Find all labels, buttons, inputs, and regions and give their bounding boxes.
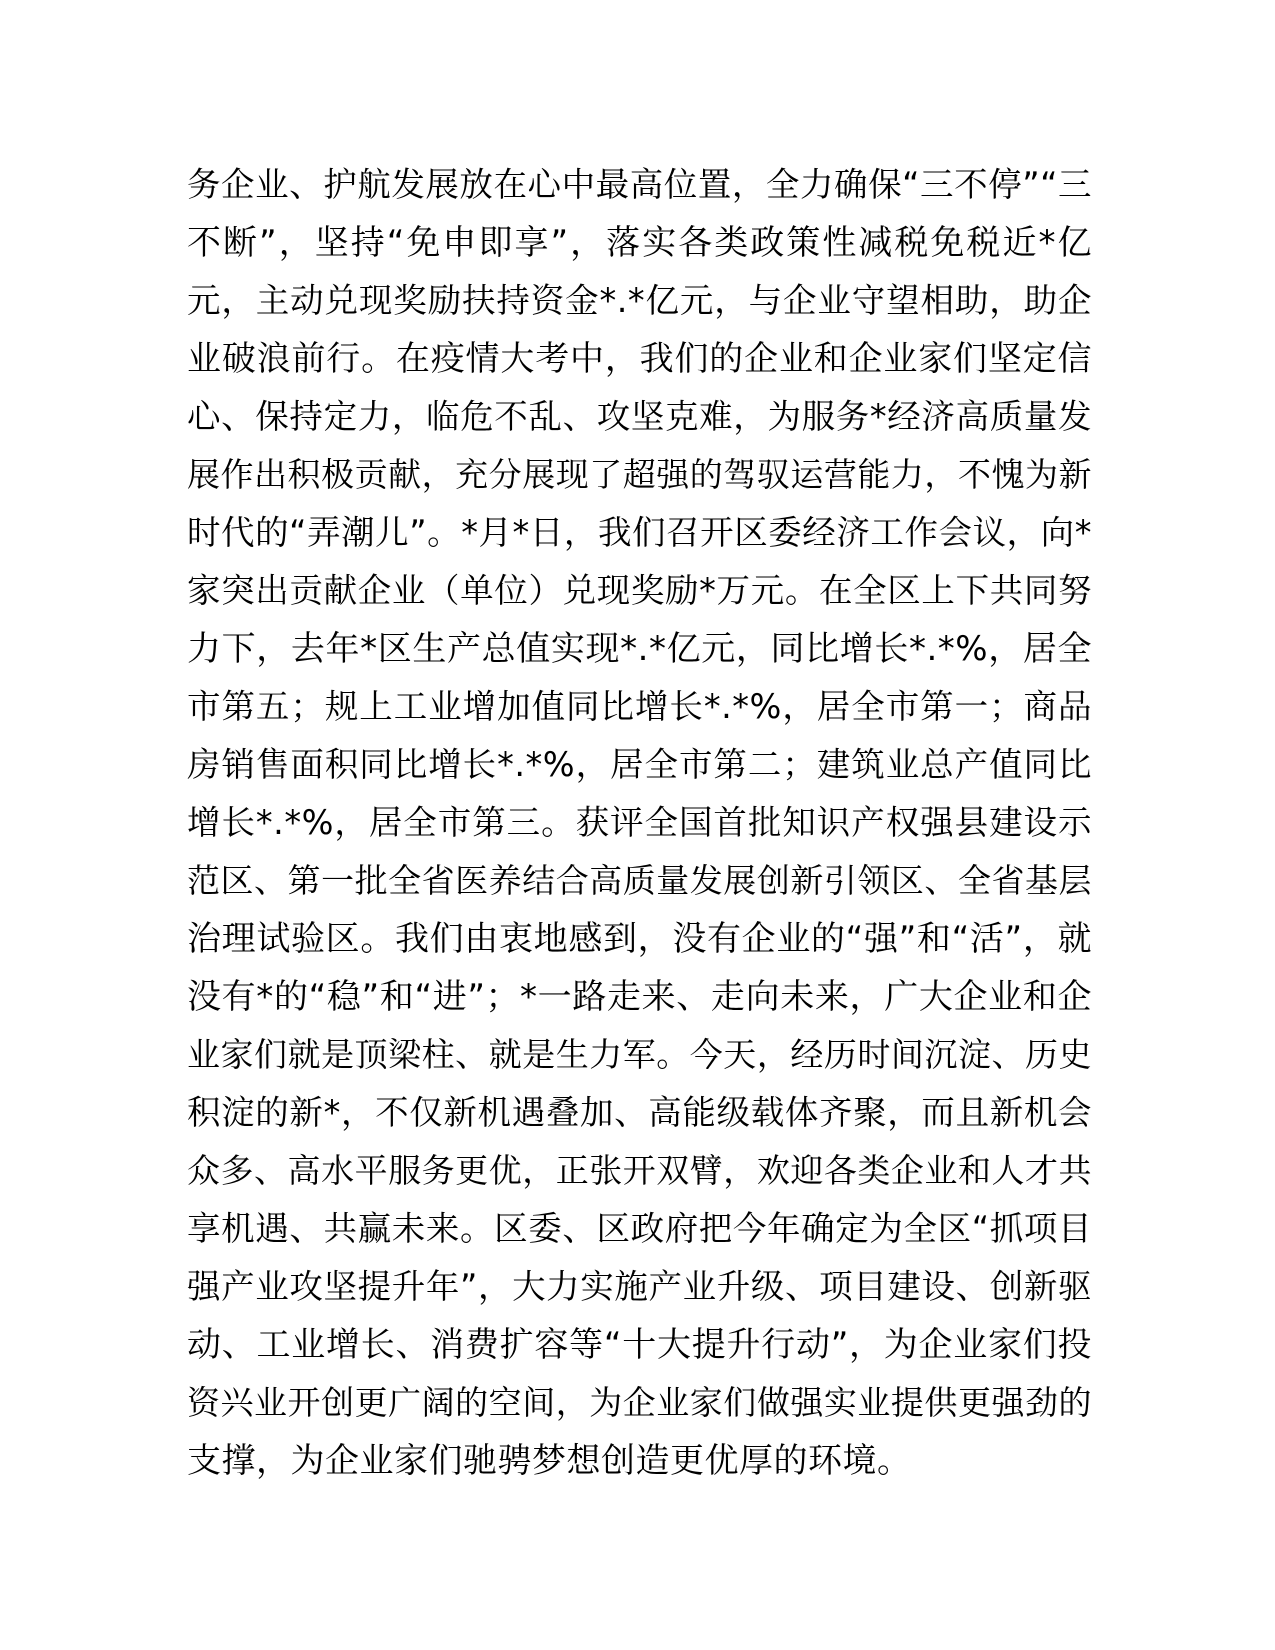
- text-line: 不断”，坚持“免申即享”，落实各类政策性减税免税近*亿: [187, 223, 1092, 263]
- body-paragraph: [187, 156, 1092, 1490]
- text-line: 业破浪前行。在疫情大考中，我们的企业和企业家们坚定信: [187, 339, 1092, 379]
- text-line: 众多、高水平服务更优，正张开双臂，欢迎各类企业和人才共: [187, 1151, 1092, 1190]
- text-line: 家突出贡献企业（单位）兑现奖励*万元。在全区上下共同努: [187, 571, 1092, 610]
- text-line: 展作出积极贡献，充分展现了超强的驾驭运营能力，不愧为新: [187, 455, 1092, 494]
- text-line: 元，主动兑现奖励扶持资金*.*亿元，与企业守望相助，助企: [187, 281, 1092, 320]
- text-line: 业家们就是顶梁柱、就是生力军。今天，经历时间沉淀、历史: [187, 1035, 1092, 1074]
- text-line: 动、工业增长、消费扩容等“十大提升行动”，为企业家们投: [187, 1325, 1092, 1365]
- text-line: 支撑，为企业家们驰骋梦想创造更优厚的环境。: [187, 1441, 912, 1481]
- text-line: 没有*的“稳”和“进”；*一路走来、走向未来，广大企业和企: [187, 977, 1092, 1017]
- text-line: 积淀的新*，不仅新机遇叠加、高能级载体齐聚，而且新机会: [187, 1093, 1092, 1132]
- text-line: 增长*.*%，居全市第三。获评全国首批知识产权强县建设示: [187, 803, 1092, 842]
- text-line: 享机遇、共赢未来。区委、区政府把今年确定为全区“抓项目: [187, 1209, 1092, 1248]
- text-line: 资兴业开创更广阔的空间，为企业家们做强实业提供更强劲的: [187, 1383, 1092, 1422]
- text-line: 治理试验区。我们由衷地感到，没有企业的“强”和“活”，就: [187, 919, 1092, 959]
- text-line: 房销售面积同比增长*.*%，居全市第二；建筑业总产值同比: [187, 745, 1092, 784]
- text-line: 心、保持定力，临危不乱、攻坚克难，为服务*经济高质量发: [187, 397, 1092, 436]
- text-line: 力下，去年*区生产总值实现*.*亿元，同比增长*.*%，居全: [187, 629, 1092, 669]
- text-line: 时代的“弄潮儿”。*月*日，我们召开区委经济工作会议，向*: [187, 513, 1092, 552]
- text-line: 市第五；规上工业增加值同比增长*.*%，居全市第一；商品: [187, 687, 1092, 726]
- text-line: 强产业攻坚提升年”，大力实施产业升级、项目建设、创新驱: [187, 1267, 1092, 1306]
- text-line: 范区、第一批全省医养结合高质量发展创新引领区、全省基层: [187, 861, 1092, 900]
- text-line: 务企业、护航发展放在心中最高位置，全力确保“三不停”“三: [187, 165, 1092, 204]
